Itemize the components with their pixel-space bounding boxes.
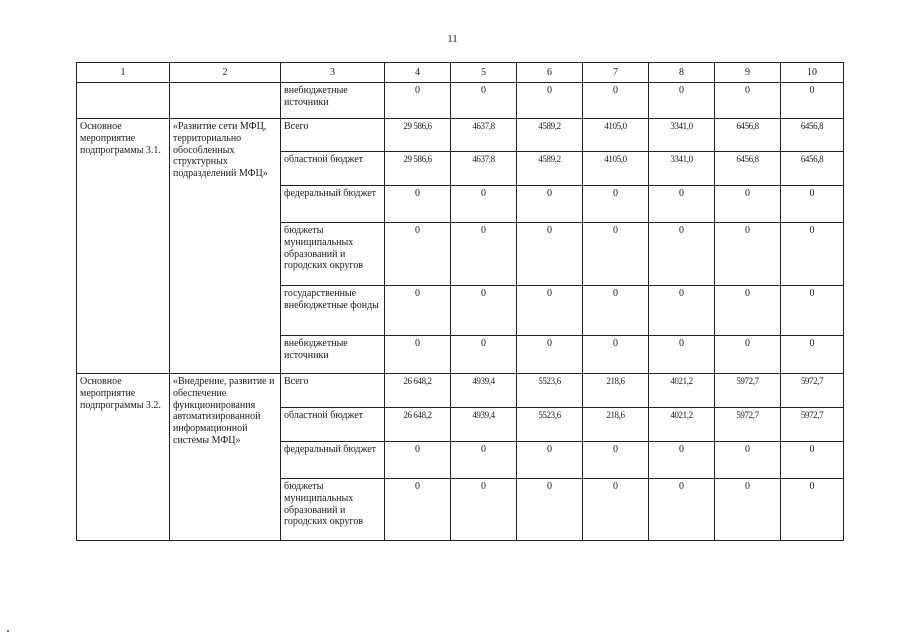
value-cell: 0: [385, 336, 451, 374]
value-cell: 0: [517, 336, 583, 374]
value-cell: 4637,8: [451, 152, 517, 186]
value-cell: 0: [649, 479, 715, 541]
value-cell: 0: [649, 83, 715, 119]
table-row: [77, 119, 844, 152]
value-cell: 0: [517, 83, 583, 119]
value-cell: 0: [583, 223, 649, 286]
column-header: 1: [77, 63, 170, 83]
value-cell: 0: [385, 479, 451, 541]
budget-table: [76, 62, 844, 541]
value-cell: 0: [649, 286, 715, 336]
value-cell: 0: [583, 186, 649, 223]
source-cell: Всего: [281, 119, 385, 152]
value-cell: 4637,8: [451, 119, 517, 152]
value-cell: 0: [517, 479, 583, 541]
source-cell: областной бюджет: [281, 152, 385, 186]
value-cell: 4105,0: [583, 152, 649, 186]
value-cell: 4939,4: [451, 374, 517, 408]
column-header: 4: [385, 63, 451, 83]
column-header: 5: [451, 63, 517, 83]
value-cell: 5972,7: [781, 408, 844, 442]
source-cell: внебюджетные источники: [281, 336, 385, 374]
value-cell: 4021,2: [649, 408, 715, 442]
table-body: [77, 63, 844, 541]
value-cell: 0: [517, 286, 583, 336]
column-header: 3: [281, 63, 385, 83]
value-cell: 0: [781, 223, 844, 286]
value-cell: 3341,0: [649, 152, 715, 186]
name-cell: [170, 83, 281, 119]
value-cell: 5523,6: [517, 374, 583, 408]
table-header-row: [77, 63, 844, 83]
value-cell: 0: [517, 442, 583, 479]
measure-cell: Основное мероприятие подпрограммы 3.1.: [77, 119, 170, 374]
column-header: 9: [715, 63, 781, 83]
table-row: [77, 374, 844, 408]
value-cell: 0: [451, 479, 517, 541]
page-number: 11: [447, 33, 458, 45]
value-cell: 0: [649, 442, 715, 479]
value-cell: 0: [715, 186, 781, 223]
value-cell: 0: [451, 223, 517, 286]
value-cell: 6456,8: [781, 119, 844, 152]
column-header: 10: [781, 63, 844, 83]
value-cell: 0: [715, 286, 781, 336]
source-cell: государственные внебюджетные фонды: [281, 286, 385, 336]
value-cell: 0: [451, 186, 517, 223]
source-cell: бюджеты муниципальных образований и городских округов: [281, 479, 385, 541]
value-cell: 26 648,2: [385, 374, 451, 408]
value-cell: 0: [517, 186, 583, 223]
value-cell: 3341,0: [649, 119, 715, 152]
value-cell: 0: [583, 442, 649, 479]
value-cell: 6456,8: [715, 152, 781, 186]
value-cell: 26 648,2: [385, 408, 451, 442]
value-cell: 0: [451, 286, 517, 336]
value-cell: 0: [451, 83, 517, 119]
value-cell: 0: [715, 223, 781, 286]
value-cell: 0: [385, 442, 451, 479]
value-cell: 0: [583, 336, 649, 374]
value-cell: 5972,7: [715, 374, 781, 408]
value-cell: 5972,7: [715, 408, 781, 442]
value-cell: 0: [715, 479, 781, 541]
value-cell: 0: [781, 336, 844, 374]
value-cell: 4939,4: [451, 408, 517, 442]
value-cell: 0: [583, 479, 649, 541]
source-cell: бюджеты муниципальных образований и городских округов: [281, 223, 385, 286]
scan-dot: [7, 630, 9, 632]
value-cell: 0: [781, 286, 844, 336]
value-cell: 0: [385, 286, 451, 336]
value-cell: 0: [451, 442, 517, 479]
table-row: [77, 83, 844, 119]
name-cell: «Развитие сети МФЦ, территориально обособленных структурных подразделений МФЦ»: [170, 119, 281, 374]
value-cell: 0: [715, 83, 781, 119]
value-cell: 29 586,6: [385, 119, 451, 152]
value-cell: 6456,8: [781, 152, 844, 186]
value-cell: 218,6: [583, 374, 649, 408]
value-cell: 5972,7: [781, 374, 844, 408]
name-cell: «Внедрение, развитие и обеспечение функционирования автоматизированной информационной системы МФЦ»: [170, 374, 281, 541]
value-cell: 0: [781, 186, 844, 223]
measure-cell: Основное мероприятие подпрограммы 3.2.: [77, 374, 170, 541]
value-cell: 0: [649, 186, 715, 223]
value-cell: 0: [385, 83, 451, 119]
source-cell: федеральный бюджет: [281, 186, 385, 223]
column-header: 8: [649, 63, 715, 83]
value-cell: 4021,2: [649, 374, 715, 408]
measure-cell: [77, 83, 170, 119]
value-cell: 0: [649, 223, 715, 286]
value-cell: 0: [385, 223, 451, 286]
column-header: 2: [170, 63, 281, 83]
value-cell: 0: [715, 336, 781, 374]
value-cell: 218,6: [583, 408, 649, 442]
value-cell: 0: [385, 186, 451, 223]
value-cell: 0: [583, 83, 649, 119]
value-cell: 4589,2: [517, 119, 583, 152]
value-cell: 4105,0: [583, 119, 649, 152]
value-cell: 0: [715, 442, 781, 479]
value-cell: 4589,2: [517, 152, 583, 186]
value-cell: 0: [649, 336, 715, 374]
value-cell: 0: [517, 223, 583, 286]
source-cell: Всего: [281, 374, 385, 408]
value-cell: 5523,6: [517, 408, 583, 442]
source-cell: внебюджетные источники: [281, 83, 385, 119]
source-cell: областной бюджет: [281, 408, 385, 442]
column-header: 7: [583, 63, 649, 83]
value-cell: 6456,8: [715, 119, 781, 152]
value-cell: 0: [781, 479, 844, 541]
column-header: 6: [517, 63, 583, 83]
value-cell: 0: [781, 83, 844, 119]
value-cell: 0: [583, 286, 649, 336]
value-cell: 0: [451, 336, 517, 374]
source-cell: федеральный бюджет: [281, 442, 385, 479]
value-cell: 0: [781, 442, 844, 479]
value-cell: 29 586,6: [385, 152, 451, 186]
